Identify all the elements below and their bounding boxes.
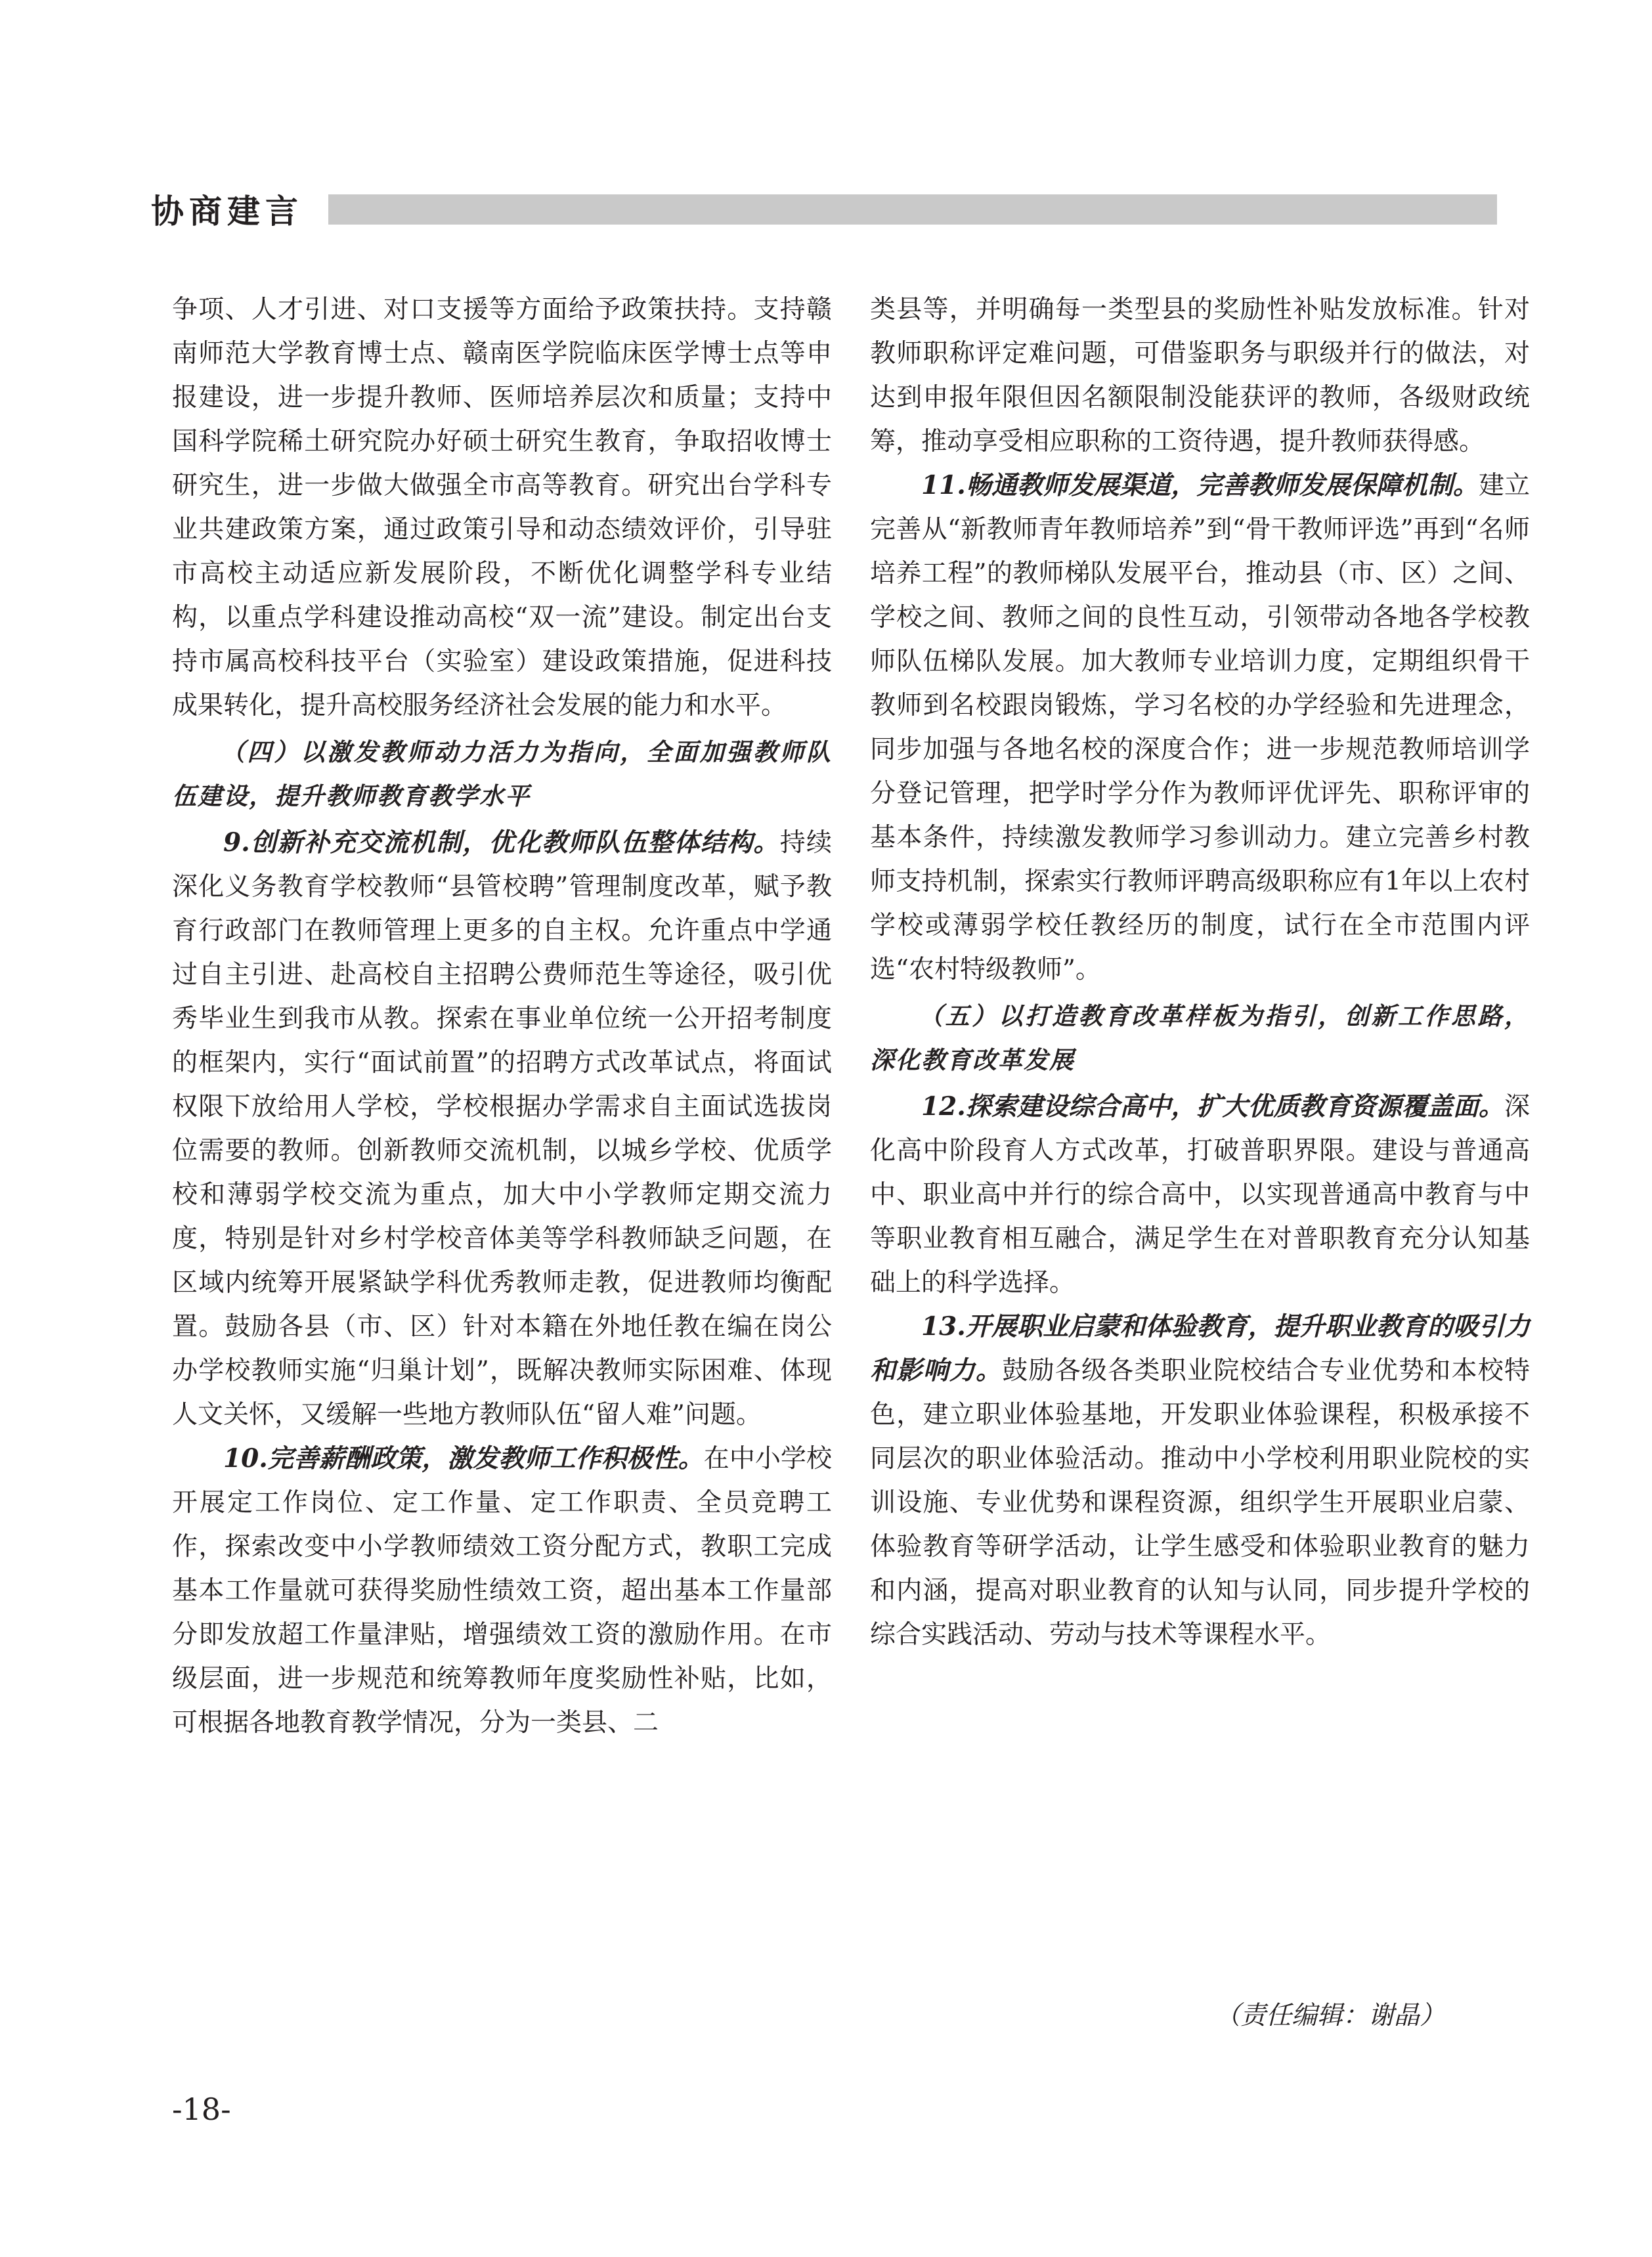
paragraph-body: 在中小学校开展定工作岗位、定工作量、定工作职责、全员竞聘工作，探索改变中小学教师绩效工资分配方式，教职工完成基本工作量就可获得奖励性绩效工资，超出基本工作量部分即发放超工作量津贴，增强绩效工资的激励作用。在市级层面，进一步规范和统筹教师年度奖励性补贴，比如，可根据各地教育教学情况，分为一类县、二 <box>172 1444 832 1738</box>
paragraph-lead: 11.畅通教师发展渠道，完善教师发展保障机制。 <box>921 470 1479 500</box>
page-number: -18- <box>172 2092 231 2127</box>
paragraph-lead: 9.创新补充交流机制，优化教师队伍整体结构。 <box>223 827 780 858</box>
paragraph-10 <box>172 1437 832 1745</box>
paragraph-11 <box>870 464 1530 992</box>
paragraph: 类县等，并明确每一类型县的奖励性补贴发放标准。针对教师职称评定难问题，可借鉴职务与职级并行的做法，对达到申报年限但因名额限制没能获评的教师，各级财政统筹，推动享受相应职称的工资待遇，提升教师获得感。 <box>870 295 1530 456</box>
section-heading-4: （四）以激发教师动力活力为指向，全面加强教师队伍建设，提升教师教育教学水平 <box>172 737 832 810</box>
paragraph-12 <box>870 1085 1530 1305</box>
paragraph-body: 建立完善从“新教师青年教师培养”到“骨干教师评选”再到“名师培养工程”的教师梯队发展平台，推动县（市、区）之间、学校之间、教师之间的良性互动，引领带动各地各学校教师队伍梯队发展。加大教师专业培训力度，定期组织骨干教师到名校跟岗锻炼，学习名校的办学经验和先进理念，同步加强与各地名校的深度合作；进一步规范教师培训学分登记管理，把学时学分作为教师评优评先、职称评审的基本条件，持续激发教师学习参训动力。建立完善乡村教师支持机制，探索实行教师评聘高级职称应有1年以上农村学校或薄弱学校任教经历的制度，试行在全市范围内评选“农村特级教师”。 <box>870 471 1530 984</box>
paragraph: 争项、人才引进、对口支援等方面给予政策扶持。支持赣南师范大学教育博士点、赣南医学院临床医学博士点等申报建设，进一步提升教师、医师培养层次和质量；支持中国科学院稀土研究院办好硕士研究生教育，争取招收博士研究生，进一步做大做强全市高等教育。研究出台学科专业共建政策方案，通过政策引导和动态绩效评价，引导驻市高校主动适应新发展阶段，不断优化调整学科专业结构，以重点学科建设推动高校“双一流”建设。制定出台支持市属高校科技平台（实验室）建设政策措施，促进科技成果转化，提升高校服务经济社会发展的能力和水平。 <box>172 295 832 720</box>
paragraph-body: 持续深化义务教育学校教师“县管校聘”管理制度改革，赋予教育行政部门在教师管理上更多的自主权。允许重点中学通过自主引进、赴高校自主招聘公费师范生等途径，吸引优秀毕业生到我市从教。探索在事业单位统一公开招考制度的框架内，实行“面试前置”的招聘方式改革试点，将面试权限下放给用人学校，学校根据办学需求自主面试选拔岗位需要的教师。创新教师交流机制，以城乡学校、优质学校和薄弱学校交流为重点，加大中小学教师定期交流力度，特别是针对乡村学校音体美等学科教师缺乏问题，在区域内统筹开展紧缺学科优秀教师走教，促进教师均衡配置。鼓励各县（市、区）针对本籍在外地任教在编在岗公办学校教师实施“归巢计划”，既解决教师实际困难、体现人文关怀，又缓解一些地方教师队伍“留人难”问题。 <box>172 828 832 1430</box>
section-title: 协商建言 <box>151 192 303 230</box>
paragraph-13 <box>870 1305 1530 1657</box>
section-heading-5: （五）以打造教育改革样板为指引，创新工作思路，深化教育改革发展 <box>870 1001 1530 1074</box>
paragraph-lead: 10.完善薪酬政策，激发教师工作积极性。 <box>223 1443 704 1474</box>
paragraph-lead: 13.开展职业启蒙和体验教育，提升职业教育的吸引力和影响力。 <box>870 1311 1530 1386</box>
right-column <box>870 288 1530 1657</box>
header-bar <box>328 194 1497 225</box>
paragraph-9 <box>172 821 832 1437</box>
paragraph-body: 鼓励各级各类职业院校结合专业优势和本校特色，建立职业体验基地，开发职业体验课程，积极承接不同层次的职业体验活动。推动中小学校利用职业院校的实训设施、专业优势和课程资源，组织学生开展职业启蒙、体验教育等研学活动，让学生感受和体验职业教育的魅力和内涵，提高对职业教育的认知与认同，同步提升学校的综合实践活动、劳动与技术等课程水平。 <box>870 1356 1530 1650</box>
editor-note: （责任编辑：谢晶） <box>1215 2001 1446 2030</box>
page-header <box>151 190 1497 230</box>
paragraph-body: 深化高中阶段育人方式改革，打破普职界限。建设与普通高中、职业高中并行的综合高中，以实现普通高中教育与中等职业教育相互融合，满足学生在对普职教育充分认知基础上的科学选择。 <box>870 1092 1530 1298</box>
paragraph-lead: 12.探索建设综合高中，扩大优质教育资源覆盖面。 <box>921 1091 1504 1122</box>
left-column <box>172 288 832 1745</box>
